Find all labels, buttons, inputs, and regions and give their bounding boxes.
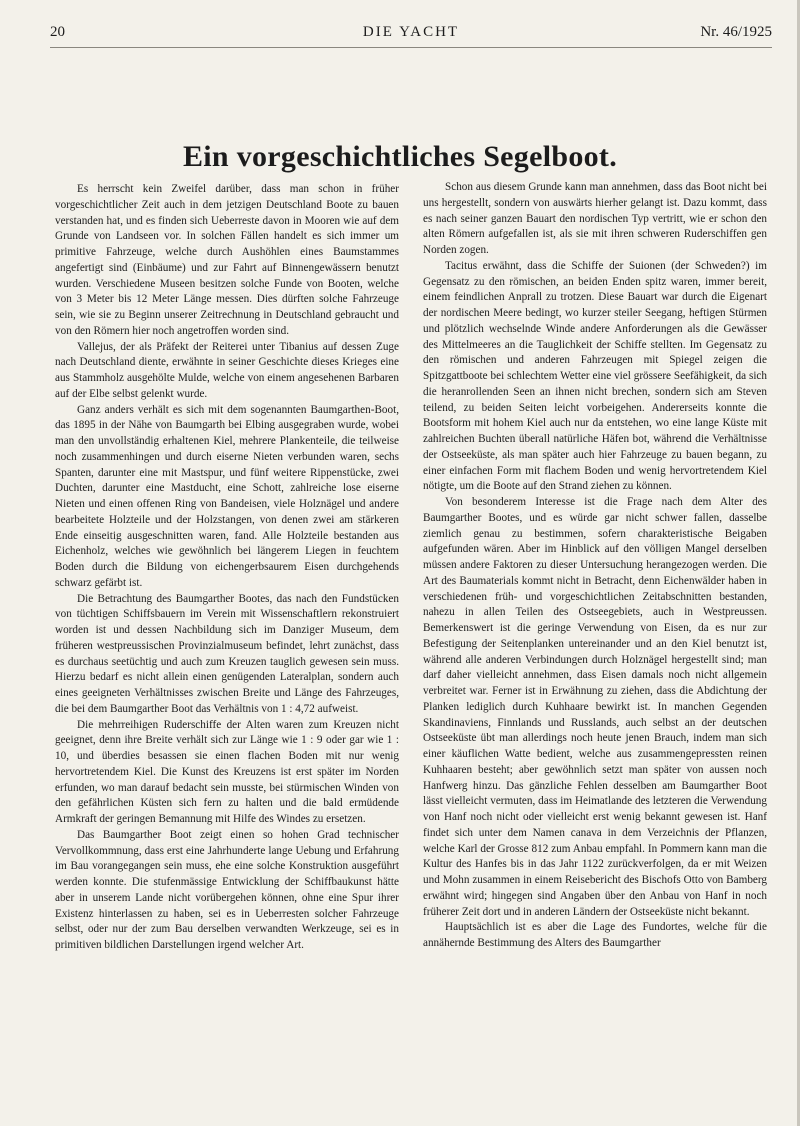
paragraph: Tacitus erwähnt, dass die Schiffe der Suionen (der Schweden?) im Gegensatz zu den römischen, an beiden Enden spitz waren, immer bereit, einem feindlichen Anprall zu trotzen. Diese Bauart war durch die Eigenart der nordischen Meere bedingt, wo kurzer steiler Seegang, heftigen Stürmen und plötzlich wechselnde Winde andere Anforderungen als die Gewässer des Mittelmeeres an die Tauglichkeit der Schiffe stellten. Im Gegensatz zu den römischen und anderen Fahrzeugen mit Spiegel zeigen die Spitzgattboote bei schlechtem Wetter eine viel grössere Seefähigkeit, da sich die heranrollenden Seen an ihnen nicht brechen, sondern sich am Steven teilend, zu beiden Seiten leicht vorbeigehen. Andererseits konnte die Bootsform mit hohem Kiel auch nur da entstehen, wo eine lange Küste mit zahlreichen Buchten überall natürliche Häfen bot, während die Verhältnisse der Ostseeküste, als man später auch hier Fahrzeuge zu bauen begann, zu einer einfachen Form mit flachem Boden und wenig hervortretendem Kiel nötigte, um die Boote auf den Strand ziehen zu können. [423, 259, 767, 493]
right-column [423, 180, 767, 952]
paragraph: Das Baumgarther Boot zeigt einen so hohen Grad technischer Vervollkommnung, dass erst eine Jahrhunderte lange Uebung und Erfahrung im Bau vorangegangen sein muss, ehe eine solche Konstruktion ausgeführt werden konnte. Die stufenmässige Entwicklung der Schiffbaukunst hätte aber in unserem Lande nicht vorübergehen können, ohne eine Spur ihrer Existenz hinterlassen zu haben, sei es in Ueberresten solcher Fahrzeuge selbst, oder nur der zum Bau derselben verwandten Werkzeuge, sei es in primitiven bildlichen Darstellungen irgend welcher Art. [55, 828, 399, 951]
article-title: Ein vorgeschichtliches Segelboot. [182, 140, 618, 174]
paragraph: Die Betrachtung des Baumgarther Bootes, das nach den Fundstücken von tüchtigen Schiffsbauern im Verein mit Wissenschaftlern rekonstruiert worden ist und dessen Nachbildung sich im Danziger Museum, dem früheren westpreussischen Provinzialmuseum befindet, lehrt zunächst, dass es durchaus seetüchtig und auch zum Kreuzen tauglich gewesen sein muss. Hierzu bedarf es nicht allein einen genügenden Lateralplan, sondern auch eines geeigneten Verhältnisses zwischen Breite und Länge des Fahrzeuges, die bei dem Baumgarther Boot das Verhältnis von 1 : 4,72 aufweist. [55, 592, 399, 715]
paragraph: Ganz anders verhält es sich mit dem sogenannten Baumgarthen-Boot, das 1895 in der Nähe von Baumgarth bei Elbing ausgegraben wurde, wobei man den unvollständig erhaltenen Kiel, mehrere Plankenteile, die teilweise noch zusammenhingen und durch eiserne Nieten verbunden waren, sechs Spanten, darunter eine mit Mastspur, und fünf weitere Rippenstücke, zwei Duchten, darunter eine Mastducht, eine Schott, zahlreiche lose eiserne Nieten und einen offenen Ring von Bandeisen, viele Holznägel und andere bearbeitete Holzteile und der Holzstangen, von denen zwei am stärkeren Ende einseitig ausgeschnitten waren, fand. Alle Holzteile bestanden aus Eichenholz, welches wie gewöhnlich bei längerem Liegen in feuchtem Boden durch die Bildung von eichengerbsaurem Eisen durchgehends schwarz gefärbt ist. [55, 403, 399, 589]
paragraph: Es herrscht kein Zweifel darüber, dass man schon in früher vorgeschichtlicher Zeit auch in dem jetzigen Deutschland Boote zu bauen verstanden hat, und es finden sich Ueberreste davon in Mooren wie auf dem Grunde von Landseen vor. In solchen Fällen handelt es sich immer um primitive Fahrzeuge, welche durch Aushöhlen eines Baumstammes angefertigt sind (Einbäume) und zur Fahrt auf Binnengewässern benutzt wurden. Verschiedene Museen besitzen solche Funde von Booten, welche von 3 Meter bis 12 Meter Länge messen. Dies dürften solche Fahrzeuge sein, wie sie zu Beginn unserer Zeitrechnung in Deutschland gebraucht und von den Römern hier noch angetroffen worden sind. [55, 183, 399, 337]
header-rule [50, 47, 772, 48]
paragraph: Von besonderem Interesse ist die Frage nach dem Alter des Baumgarther Bootes, und es würde gar nicht schwer fallen, dasselbe ziemlich genau zu bestimmen, sofern charakteristische Beigaben aufgefunden wären. Aber im Hinblick auf den völligen Mangel derselben müssen andere Faktoren zu dieser Untersuchung herangezogen werden. Die Art des Baumaterials kommt nicht in Betracht, denn Eichenwälder haben in verschiedenen früh- und vorgeschichtlichen Zeitabschnitten bestanden, nahezu in allen Teilen des Ostseegebiets, auch in Westpreussen. Bemerkenswert ist die geringe Verwendung von Eisen, da es nur zur Befestigung der Seitenplanken untereinander und an den Kiel benutzt ist, während alle anderen Verbindungen durch Holznägel hergestellt sind; man darf daher vielleicht annehmen, dass Eisen damals noch nicht allgemein verbreitet war. Ferner ist in Erwähnung zu ziehen, dass die Abdichtung der Planken lediglich durch Kuhhaare bewirkt ist. In manchen Gegenden Skandinaviens, Finnlands und Russlands, auch selbst an der deutschen Ostseeküste übt man allerdings noch heute jenen Brauch, indem man sich einer käuflichen Watte bedient, welche aus zusammengepressten reinen Kuhhaaren besteht; aber gewöhnlich setzt man später von aussen noch Hanfwerg hinzu. Das gänzliche Fehlen desselben am Baumgarther Boot lässt vielleicht vermuten, dass im Heimatlande des letzteren die Verwendung von Hanf noch nicht oder vielleicht erst wenig bekannt gewesen ist. Hanf findet sich unter dem Namen canava in dem Verzeichnis der Pflanzen, welche Karl der Grosse 812 zum Anbau empfahl. In Pommern kann man die Kultur des Hanfes bis in das Jahr 1122 zurückverfolgen, da er mit Weizen und Mohn zusammen in einem Reisebericht des Bischofs Otto von Bamberg erwähnt wird; hingegen sind Angaben über den Anbau von Hanf in noch früherer Zeit dort und in anderen Ländern der Ostseeküste nicht bekannt. [423, 496, 767, 918]
paragraph: Die mehrreihigen Ruderschiffe der Alten waren zum Kreuzen nicht geeignet, denn ihre Breite verhält sich zur Länge wie 1 : 9 oder gar wie 1 : 10, und überdies besassen sie einen flachen Boden mit nur wenig hervortretendem Kiel. Die Kunst des Kreuzens ist erst später im Norden erfunden, wo man darauf bedacht sein musste, bei stürmischen Winden von den gefährlichen Küsten sich fern zu halten und die bald ermüdende Armkraft der geringen Bemannung mit Hilfe des Windes zu ersetzen. [55, 718, 399, 825]
issue-number: Nr. 46/1925 [700, 24, 772, 40]
journal-title: DIE YACHT [362, 24, 460, 40]
paragraph: Vallejus, der als Präfekt der Reiterei unter Tibanius auf dessen Zuge nach Deutschland diente, erwähnte in seiner Geschichte dieses Krieges eine aus Stammholz ausgehölte Mulde, welche von einem angesehenen Barbaren auf der Elbe selbst gelenkt wurde. [55, 340, 399, 400]
paragraph: Schon aus diesem Grunde kann man annehmen, dass das Boot nicht bei uns hergestellt, sondern von auswärts hierher gelangt ist. Dazu kommt, dass es nach seiner ganzen Bauart den nordischen Typ vertritt, wie er schon den alten Römern aufgefallen ist, als sie mit ihren schweren Ruderschiffen gen Norden zogen. [423, 181, 767, 256]
paragraph: Hauptsächlich ist es aber die Lage des Fundortes, welche für die annähernde Bestimmung des Alters des Baumgarther [423, 921, 767, 949]
running-head [50, 24, 772, 44]
left-column [55, 182, 399, 954]
page-number: 20 [50, 24, 65, 40]
